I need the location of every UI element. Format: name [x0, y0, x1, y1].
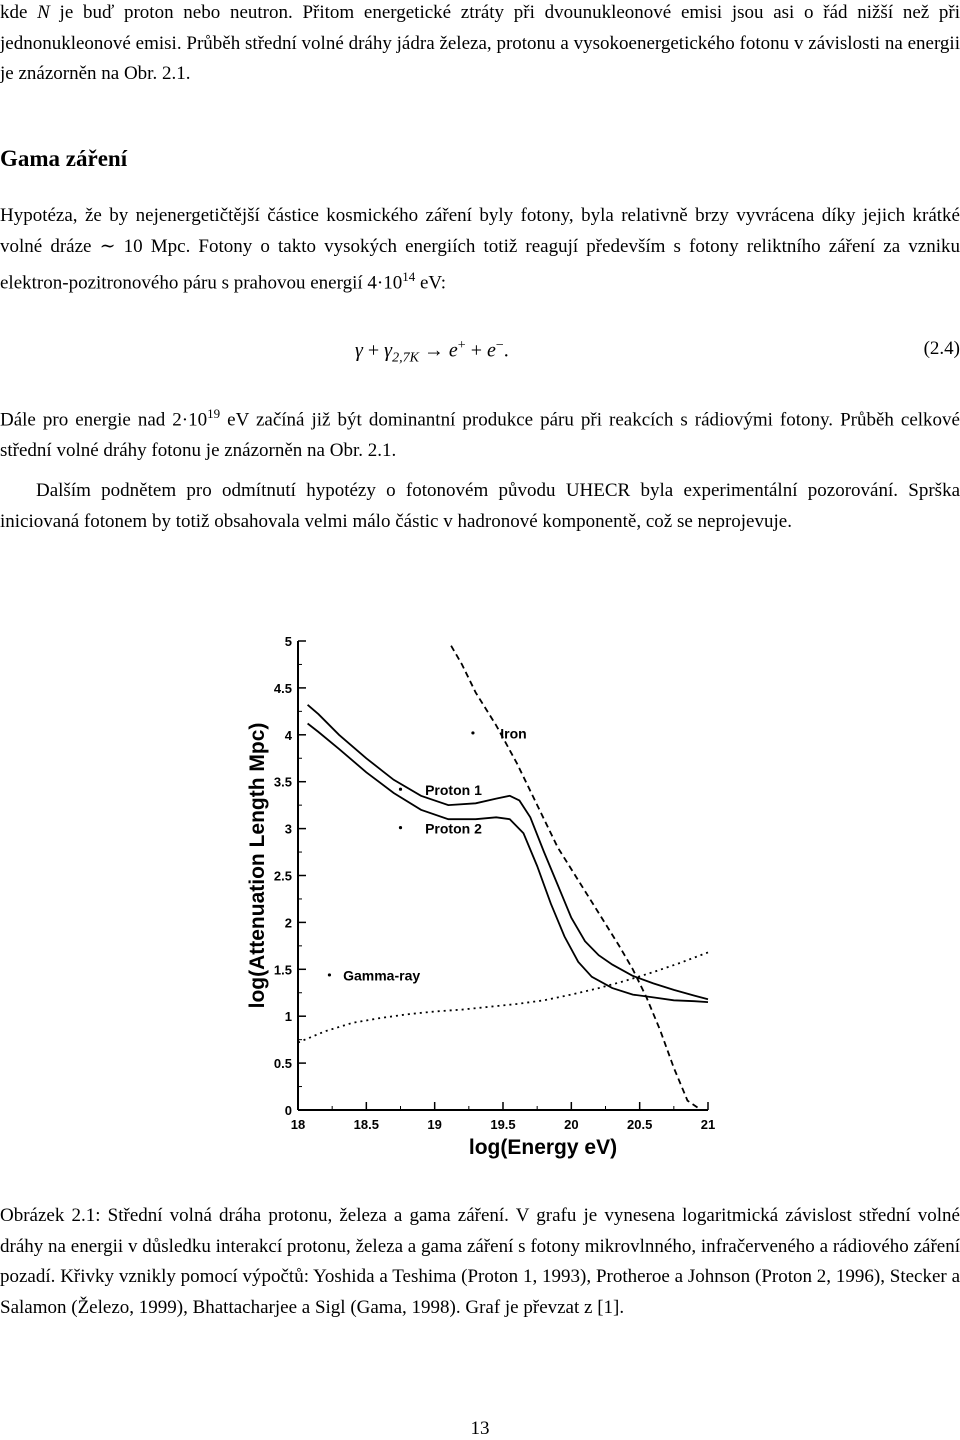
eq-dot: .	[503, 339, 509, 362]
section-title: Gama záření	[0, 146, 128, 171]
eq-arrow: →	[418, 339, 449, 362]
eq-plus1: +	[362, 339, 385, 362]
annotation-marker	[399, 826, 402, 829]
eq-e2: e	[486, 339, 496, 362]
x-tick-label: 21	[700, 1117, 716, 1132]
equation-number: (2.4)	[923, 338, 960, 359]
y-tick-label: 4	[284, 727, 292, 743]
y-tick-label: 3.5	[273, 774, 292, 790]
eq-sup2: −	[495, 338, 504, 353]
annotation-iron: Iron	[500, 725, 527, 742]
p2-sim: ∼	[99, 235, 116, 257]
p2-text-a: Hypotéza, že by nejenergetičtější částice kosmického záření byly fotony, byla relativně brzy vyvrácena díky jejich krátké volné dráze	[0, 205, 960, 257]
y-tick-label: 0.5	[273, 1056, 292, 1072]
p3-text-a: Dále pro energie nad 2·10	[0, 409, 208, 431]
x-tick-label: 19.5	[490, 1117, 516, 1132]
y-axis-label: log(Attenuation Length Mpc)	[246, 722, 269, 1009]
y-tick-label: 4.5	[273, 680, 292, 696]
intro-text-a: kde	[0, 2, 38, 23]
attenuation-length-chart	[230, 620, 750, 1180]
annotation-marker	[399, 788, 402, 791]
intro-text-b: je buď proton nebo neutron. Přitom energetické ztráty při dvounukleonové emisi jsou asi o řád nižší než při jednonukleonové emisi. Průběh střední volné dráhy jádra železa, protonu a vysokoenergetického fotonu v závislosti na energii je znázorněn na Obr. 2.1.	[0, 2, 960, 84]
annotation-gamma-ray: Gamma-ray	[343, 967, 421, 984]
equation-2-4	[0, 338, 960, 370]
series-line-proton-1	[308, 705, 708, 1000]
p2-exponent: 14	[402, 269, 416, 284]
y-tick-label: 1	[284, 1009, 292, 1025]
chart-layer	[246, 634, 715, 1159]
y-tick-label: 5	[284, 634, 292, 649]
eq-sup1: +	[457, 338, 466, 353]
series-line-iron	[451, 646, 701, 1110]
eq-gamma2: γ	[384, 339, 393, 362]
y-tick-label: 1.5	[273, 962, 292, 978]
y-tick-label: 3	[284, 821, 292, 837]
annotation-proton-2: Proton 2	[425, 820, 482, 837]
p4-text: Dalším podnětem pro odmítnutí hypotézy o fotonovém původu UHECR byla experimentální pozorování. Sprška iniciovaná fotonem by totiž obsahovala velmi málo částic v hadronové komponentě, což se neprojevuje.	[0, 480, 960, 532]
eq-e1: e	[448, 339, 458, 362]
equation-formula	[355, 338, 509, 367]
page-number: 13	[470, 1418, 490, 1439]
intro-var-n: N	[37, 2, 50, 23]
figure-caption: Obrázek 2.1: Střední volná dráha protonu, železa a gama záření. V grafu je vynesena logaritmická závislost střední volné dráhy na energii v důsledku interakcí protonu, železa a gama záření s fotony mikrovlnného, infračerveného a rádiového záření pozadí. Křivky vznikly pomocí výpočtů: Yoshida a Teshima (Proton 1, 1993), Protheroe a Johnson (Proton 2, 1996), Stecker a Salamon (Železo, 1999), Bhattacharjee a Sigl (Gama, 1998). Graf je převzat z [1].	[0, 1205, 960, 1318]
p2-text-b: 10 Mpc. Fotony o takto vysokých energiích totiž reagují především s fotony reliktního záření za vzniku elektron-pozitronového páru s prahovou energií 4·10	[0, 235, 960, 294]
intro-paragraph	[0, 0, 960, 90]
x-tick-label: 20.5	[627, 1117, 653, 1132]
x-tick-label: 18.5	[353, 1117, 379, 1132]
x-tick-label: 20	[564, 1117, 579, 1132]
x-axis-label: log(Energy eV)	[468, 1136, 618, 1159]
annotation-proton-1: Proton 1	[425, 781, 482, 798]
p2-text-c: eV:	[415, 272, 447, 294]
eq-plus2: +	[465, 339, 487, 362]
series-line-proton-2	[308, 724, 708, 1003]
p3-text-b: eV začíná již být dominantní produkce páru při reakcích s rádiovými fotony. Průběh celkové střední volné dráhy fotonu je znázorněn na Obr. 2.1.	[0, 409, 960, 461]
annotation-marker	[328, 973, 331, 976]
y-tick-label: 0	[284, 1103, 292, 1118]
x-tick-label: 18	[290, 1117, 306, 1132]
y-tick-label: 2.5	[273, 868, 292, 884]
y-tick-label: 2	[284, 915, 292, 931]
paragraph-photon-hypothesis	[0, 201, 960, 299]
eq-gamma: γ	[355, 339, 363, 362]
eq-sub: 2,7K	[392, 350, 419, 366]
x-tick-label: 19	[427, 1117, 442, 1132]
paragraph-pair-production	[0, 399, 960, 466]
paragraph-uhecr	[0, 476, 960, 537]
p3-exponent: 19	[207, 406, 221, 421]
annotation-marker	[471, 731, 474, 734]
